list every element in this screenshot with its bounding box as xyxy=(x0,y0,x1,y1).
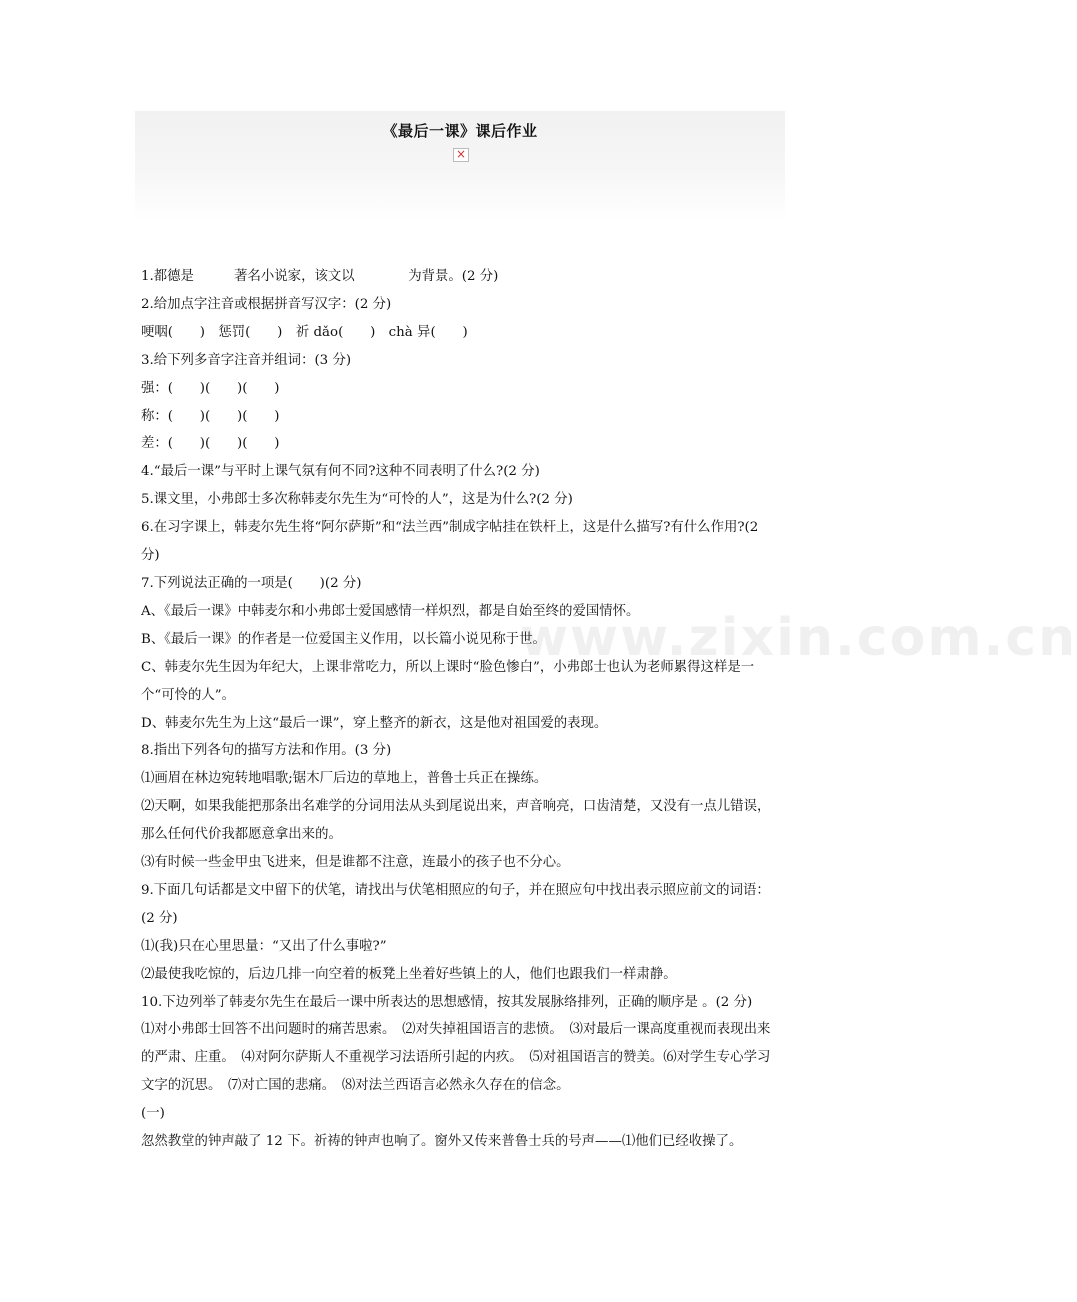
text-line: B、《最后一课》的作者是一位爱国主义作用，以长篇小说见称于世。 xyxy=(141,631,546,647)
text-line: ⑴画眉在林边宛转地唱歌;锯木厂后边的草地上，普鲁士兵正在操练。 xyxy=(141,771,548,787)
text-line: 称：( )( )( ) xyxy=(141,408,280,424)
text-line: 8.指出下列各句的描写方法和作用。(3 分) xyxy=(141,743,392,759)
text-line: ⑶有时候一些金甲虫飞进来，但是谁都不注意，连最小的孩子也不分心。 xyxy=(141,855,570,871)
watermark: www.zixin.com.cn xyxy=(520,608,1077,668)
text-line: D、韩麦尔先生为上这“最后一课”，穿上整齐的新衣，这是他对祖国爱的表现。 xyxy=(141,715,608,731)
text-line: 6.在习字课上，韩麦尔先生将“阿尔萨斯”和“法兰西”制成字帖挂在铁杆上，这是什么描写?有什么作用?(2 分) xyxy=(141,520,759,564)
text-line: ⑵天啊，如果我能把那条出名难学的分词用法从头到尾说出来，声音响亮，口齿清楚，又没有一点儿错误，那么任何代价我都愿意拿出来的。 xyxy=(141,799,771,843)
text-line: 差：( )( )( ) xyxy=(141,436,280,452)
document-page xyxy=(135,111,785,1177)
text-line: ⑴对小弗郎士回答不出问题时的痛苦思索。 ⑵对失掉祖国语言的悲愤。 ⑶对最后一课高度重视而表现出来的严肃、庄重。 ⑷对阿尔萨斯人不重视学习法语所引起的内疚。 ⑸对祖国语言的赞美。⑹对学生专心学习文字的沉思。 ⑺对亡国的悲痛。 ⑻对法兰西语言必然永久存在的信念。 xyxy=(141,1022,771,1094)
text-line: 强：( )( )( ) xyxy=(141,380,280,396)
document-title: 《最后一课》课后作业 xyxy=(382,122,538,140)
broken-image-icon: × xyxy=(453,148,469,162)
text-line: 9.下面几句话都是文中留下的伏笔，请找出与伏笔相照应的句子，并在照应句中找出表示照应前文的词语：(2 分) xyxy=(141,882,770,926)
document-body xyxy=(141,263,781,1156)
text-line: ⑴(我)只在心里思量：“又出了什么事啦?” xyxy=(141,938,387,954)
text-line: 4.“最后一课”与平时上课气氛有何不同?这种不同表明了什么?(2 分) xyxy=(141,464,540,480)
text-line: A、《最后一课》中韩麦尔和小弗郎士爱国感情一样炽烈，都是自始至终的爱国情怀。 xyxy=(141,603,640,619)
text-line: 1.都德是 著名小说家，该文以 为背景。(2 分) xyxy=(141,269,499,284)
text-line: 忽然教堂的钟声敲了 12 下。祈祷的钟声也响了。窗外又传来普鲁士兵的号声——⑴他们已经收操了。 xyxy=(141,1134,743,1150)
text-line: 3.给下列多音字注音并组词：(3 分) xyxy=(141,352,352,368)
text-line: 7.下列说法正确的一项是( )(2 分) xyxy=(141,575,362,591)
text-line: 2.给加点字注音或根据拼音写汉字：(2 分) xyxy=(141,296,392,312)
text-line: C、韩麦尔先生因为年纪大，上课非常吃力，所以上课时“脸色惨白”，小弗郎士也认为老师累得这样是一个“可怜的人”。 xyxy=(141,659,755,703)
text-line: 5.课文里，小弗郎士多次称韩麦尔先生为“可怜的人”，这是为什么?(2 分) xyxy=(141,492,573,508)
text-line: 10.下边列举了韩麦尔先生在最后一课中所表达的思想感情，按其发展脉络排列，正确的顺序是 。(2 分) xyxy=(141,994,753,1010)
text-line: (一) xyxy=(141,1106,165,1122)
text-line: ⑵最使我吃惊的，后边几排一向空着的板凳上坐着好些镇上的人，他们也跟我们一样肃静。 xyxy=(141,966,677,982)
text-line: 哽咽( ) 惩罚( ) 祈 dǎo( ) chà 异( ) xyxy=(141,324,468,340)
